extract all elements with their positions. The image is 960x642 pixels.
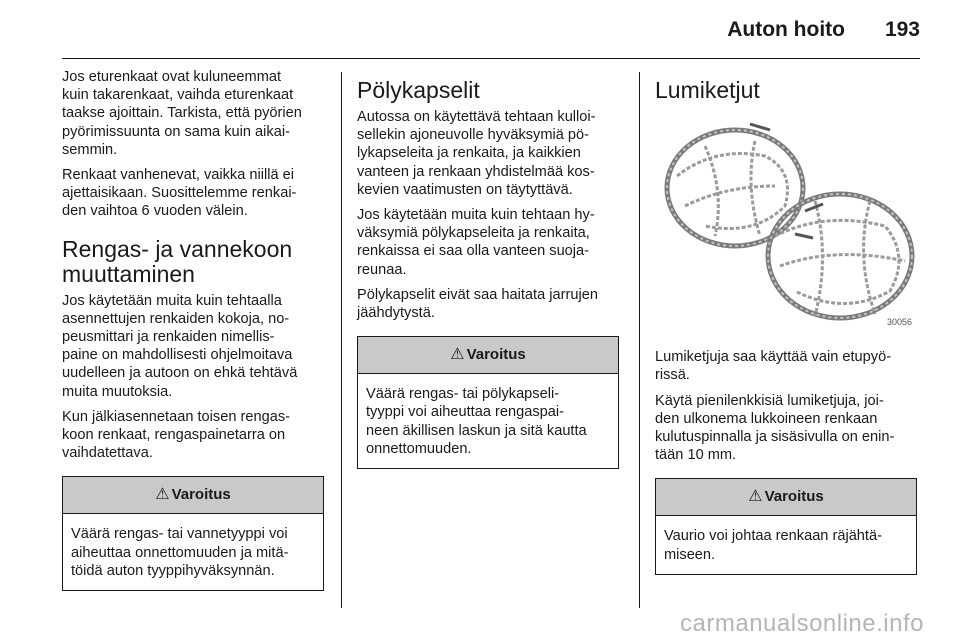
warning-title: Varoitus — [466, 346, 526, 364]
paragraph: Autossa on käytettävä tehtaan kulloi- sellekin ajoneuvolle hyväksymiä pö- lykapseleita ja renkaita, ja kaikkien vanteen ja renkaan yhdistelmää kos- kevien vaatimusten on täytyttävä. — [357, 109, 596, 198]
paragraph: Lumiketjuja saa käyttää vain etupyö- rissä. — [655, 349, 892, 384]
page-header — [0, 0, 960, 60]
paragraph: Renkaat vanhenevat, vaikka niillä ei ajettaisikaan. Suosittelemme renkai- den vaihtoa 6 vuoden välein. — [62, 167, 297, 220]
chapter-title: Auton hoito — [727, 18, 845, 41]
page-number: 193 — [884, 18, 920, 41]
warning-box — [655, 478, 917, 574]
paragraph: Jos käytetään muita kuin tehtaan hy- väksymiä pölykapseleita ja renkaita, renkaissa ei saa olla vanteen suoja- reunaa. — [357, 207, 595, 278]
figure-label: 30056 — [887, 317, 913, 327]
column-divider — [341, 72, 342, 608]
paragraph: Kun jälkiasennetaan toisen rengas- koon renkaat, rengaspainetarra on vaihdatettava. — [62, 408, 290, 462]
section-heading: Lumiketjut — [655, 77, 760, 103]
warning-title: Varoitus — [764, 488, 824, 506]
warning-triangle-icon: ⚠ — [748, 488, 763, 506]
warning-text: Vaurio voi johtaa renkaan räjähtä- miseen. — [664, 528, 882, 563]
warning-header — [63, 477, 323, 514]
column-tyre-rotation — [62, 68, 327, 591]
warning-text: Väärä rengas- tai vannetyyppi voi aiheuttaa onnettomuuden ja mitä- töidä auton tyyppihyväksynnän. — [71, 526, 289, 579]
warning-triangle-icon: ⚠ — [155, 486, 170, 504]
paragraph: Käytä pienilenkkisiä lumiketjuja, joi- den ulkonema lukkoineen renkaan kulutuspinnalla ja sisäsivulla on enin- tään 10 mm. — [655, 392, 895, 464]
column-divider — [639, 72, 640, 608]
column-snow-chains — [655, 68, 920, 575]
section-heading: Pölykapselit — [357, 77, 480, 103]
column-hubcaps — [357, 68, 622, 469]
header-divider — [62, 58, 920, 59]
warning-triangle-icon: ⚠ — [450, 346, 465, 364]
warning-box — [62, 476, 324, 591]
warning-text: Väärä rengas- tai pölykapseli- tyyppi voi aiheuttaa rengaspai- neen äkillisen laskun ja sitä kautta onnettomuuden. — [366, 386, 587, 457]
section-heading: Rengas- ja vannekoon muuttaminen — [62, 235, 293, 287]
warning-header — [656, 479, 916, 516]
snow-chains-illustration — [655, 116, 920, 331]
warning-box — [357, 336, 619, 469]
paragraph: Jos käytetään muita kuin tehtaalla asennettujen renkaiden kokoja, no- peusmittari ja renkaiden nimellis- paine on mahdollisesti ohjelmoitava uudelleen ja autoon on ehkä tehtävä muita muutoksia. — [62, 292, 298, 400]
paragraph: Pölykapselit eivät saa haitata jarrujen jäähdytystä. — [357, 286, 598, 322]
warning-title: Varoitus — [171, 486, 231, 504]
paragraph: Jos eturenkaat ovat kuluneemmat kuin takarenkaat, vaihda eturenkaat taakse ajoittain. Tarkista, että pyörien pyörimissuunta on sama kuin aikai- semmin. — [62, 69, 302, 158]
warning-header — [358, 337, 618, 374]
watermark: carmanualsonline.info — [680, 610, 924, 637]
